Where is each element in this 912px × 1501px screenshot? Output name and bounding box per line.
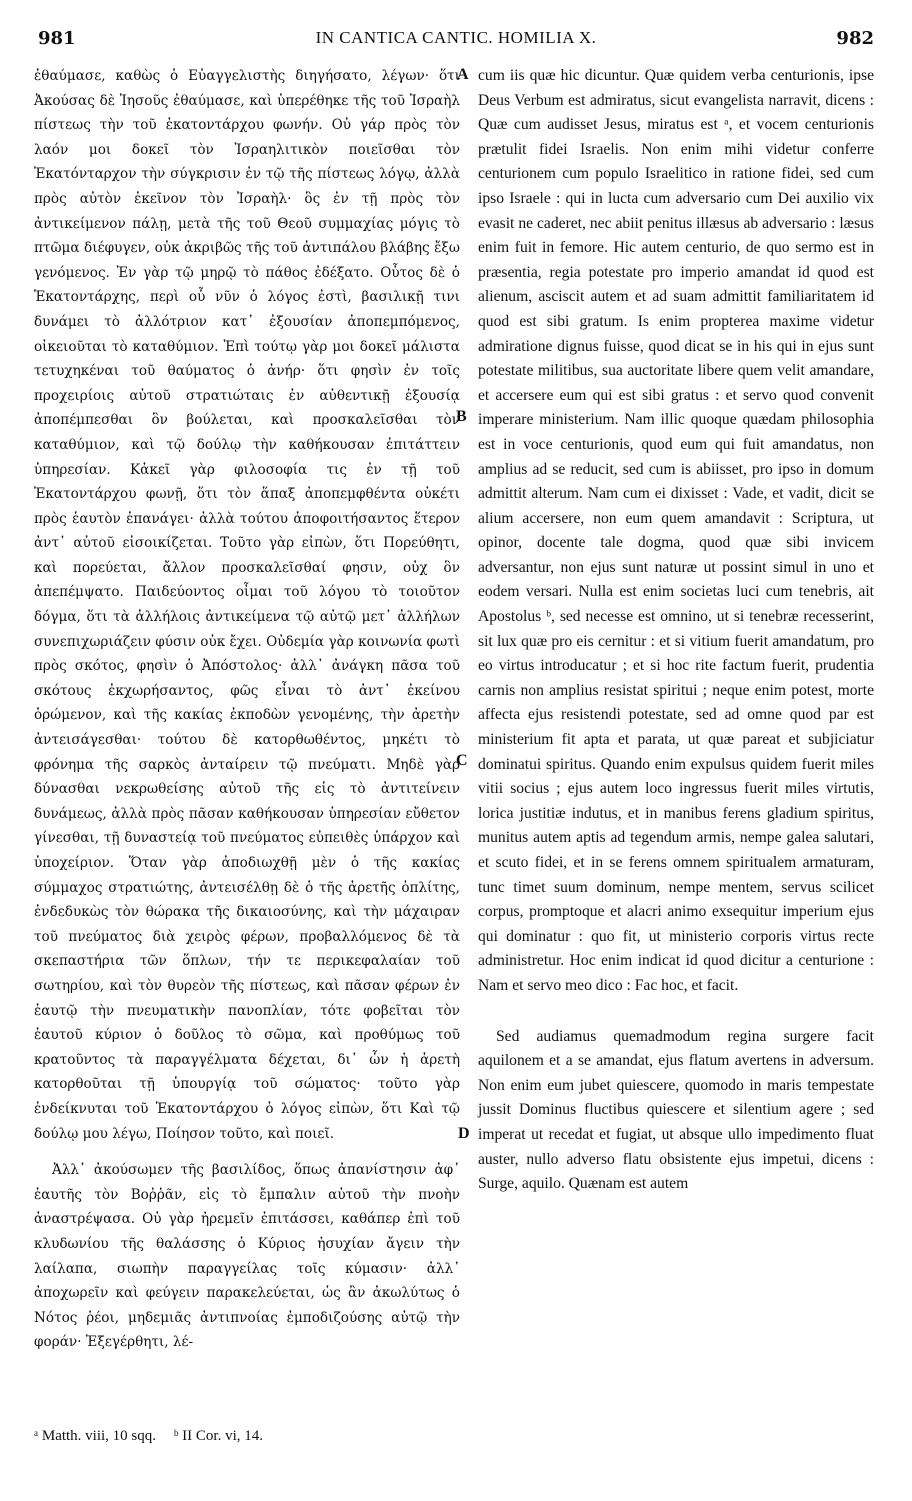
running-title: IN CANTICA CANTIC. HOMILIA X. [315, 28, 597, 47]
greek-paragraph-1: ἐθαύμασε, καθὼς ὁ Εὐαγγελιστὴς διηγήσατο, λέγων· ὅτι Ἀκούσας δὲ Ἰησοῦς ἐθαύμασε, καὶ ὑπερέθηκε τῆς τοῦ Ἰσραὴλ πίστεως τὴν τοῦ ἑκατοντάρχου φωνήν. Οὐ γάρ πρὸς τὸν λαόν μοι δοκεῖ τὸν Ἰσραηλιτικὸν ποιεῖσθαι τὸν Ἑκατόνταρχον τὴν σύγκρισιν ἐν τῷ τῆς πίστεως λόγῳ, ἀλλὰ πρὸς αὐτὸν ἐκεῖνον τὸν Ἰσραὴλ· ὃς ἐν τῇ πρὸς τὸν ἀντικείμενον πάλῃ, μετὰ τῆς τοῦ Θεοῦ συμμαχίας μόγις τὸ πτῶμα διέφυγεν, οὐκ ἀκριβῶς τῆς τοῦ ἀντιπάλου βλάβης ἔξω γενόμενος. Ἐν γὰρ τῷ μηρῷ τὸ πάθος ἐδέξατο. Οὗτος δὲ ὁ Ἑκατοντάρχης, περὶ οὗ νῦν ὁ λόγος ἐστὶ, βασιλικῇ τινι δυνάμει τὸ ἀλλότριον κατ᾽ ἐξουσίαν ἀποπεμπόμενος, οἰκειοῦται τὸ καταθύμιον. Ἐπὶ τούτῳ γὰρ μοι δοκεῖ μάλιστα τετυχηκέναι τοῦ θαύματος ὁ ἀνήρ· ὅτι φησὶν ἐν τοῖς προχειρίοις αὐτοῦ στρατιώταις ἐν αὐθεντικῇ ἐξουσίᾳ ἀποπέμπεσθαι ὃν βούλεται, καὶ προσκαλεῖσθαι τὸν καταθύμιον, καὶ τῷ δούλῳ τὴν καθήκουσαν ἐπιτάττειν ὑπηρεσίαν. Κἀκεῖ γὰρ φιλοσοφία τις ἐν τῇ τοῦ Ἑκατοντάρχου φωνῇ, ὅτι τὸν ἅπαξ ἀποπεμφθέντα οὐκέτι πρὸς ἑαυτὸν ἐπανάγει· ἀλλὰ τούτου ἀποφοιτήσαντος ἕτερον ἀντ᾽ αὐτοῦ εἰσοικίζεται. Τοῦτο γὰρ εἰπὼν, ὅτι Πορεύθητι, καὶ πορεύεται, ἄλλον προσκαλεῖσθαί φησιν, οὐχ ὃν ἀπεπέμψατο. Παιδεύοντος οἶμαι τοῦ λόγου τὸ τοιοῦτον δόγμα, ὅτι τὰ ἀλλήλοις ἀντικείμενα τῷ αὐτῷ μετ᾽ ἀλλήλων συνεπιχωριάζειν φύσιν οὐκ ἔχει. Οὐδεμία γὰρ κοινωνία φωτὶ πρὸς σκότος, φησὶν ὁ Ἀπόστολος· ἀλλ᾽ ἀνάγκη πᾶσα τοῦ σκότους ἐκχωρήσαντος, φῶς εἶναι τὸ ἀντ᾽ ἐκείνου ὁρώμενον, καὶ τῆς κακίας ἐκποδὼν γενομένης, τὴν ἀρετὴν ἀντεισάγεσθαι· τούτου δὲ κατορθωθέντος, μηκέτι τὸ φρόνημα τῆς σαρκὸς ἀνταίρειν τῷ πνεύματι. Μηδὲ γὰρ δύνασθαι νεκρωθείσης αὐτοῦ τῆς εἰς τὸ ἀντιτείνειν δυνάμεως, ἀλλὰ πρὸς πᾶσαν καθήκουσαν ὑπηρεσίαν εὔθετον γίνεσθαι, τῇ δυναστείᾳ τοῦ πνεύματος εὐπειθὲς ὑπάρχον καὶ ὑποχείριον. Ὅταν γὰρ ἀποδιωχθῇ μὲν ὁ τῆς κακίας σύμμαχος στρατιώτης, ἀντεισέλθῃ δὲ ὁ τῆς ἀρετῆς ὁπλίτης, ἐνδεδυκὼς τὸν θώρακα τῆς δικαιοσύνης, καὶ τὴν μάχαιραν τοῦ πνεύματος διὰ χειρὸς φέρων, προβαλλόμενος δὲ τὰ σκεπαστήρια τῶν ὅπλων, τήν τε περικεφαλαίαν τοῦ σωτηρίου, καὶ τὸν θυρεὸν τῆς πίστεως, καὶ πᾶσαν φέρων ἐν ἑαυτῷ τὴν πνευματικὴν πανοπλίαν, τότε φοβεῖται τὸν ἑαυτοῦ κύριον ὁ δοῦλος τὸ σῶμα, καὶ προθύμως τοῦ κρατοῦντος τὰ παραγγέλματα δέχεται, δι᾽ ὧν ἡ ἀρετὴ κατορθοῦται τῇ ὑπουργίᾳ τοῦ σώματος· τοῦτο γὰρ ἐνδείκνυται τοῦ Ἑκατοντάρχου ὁ λόγος εἰπὼν, ὅτι Καὶ τῷ δούλῳ μου λέγω, Ποίησον τοῦτο, καὶ ποιεῖ. [34, 68, 460, 1142]
margin-marker-d: D [458, 1125, 470, 1142]
footnote-a: ᵃ Matth. viii, 10 sqq. [34, 1428, 157, 1444]
page-number-right: 982 [836, 28, 874, 49]
footnotes [34, 1428, 277, 1445]
margin-marker-a: A [457, 66, 469, 83]
page-header [38, 28, 874, 58]
footnote-b: ᵇ II Cor. vi, 14. [173, 1428, 264, 1444]
margin-marker-c: C [456, 752, 468, 769]
greek-column [34, 64, 460, 1355]
latin-paragraph-1: cum iis quæ hic dicuntur. Quæ quidem verba centurionis, ipse Deus Verbum est admiratus, sicut evangelista narravit, dicens : Quæ cum audisset Jesus, miratus est ᵃ, et vocem centurionis prætulit fidei Israelis. Non enim mihi videtur conferre centurionem cum populo Israelitico in ratione fidei, sed cum ipso Israele : qui in lucta cum adversario cum Dei auxilio vix evasit ne caderet, nec abiit penitus illæsus ab adversario : læsus enim fuit in femore. Hic autem centurio, de quo sermo est in præsentia, regia potestate pro imperio amandat id quod est alienum, asciscit autem et ad suam admittit familiaritatem id quod est sibi gratum. Is enim propterea maxime videtur admiratione dignus fuisse, quod dicat se in his qui in ejus sunt potestate militibus, sua auctoritate libere quem velit amandare, et accersere eum qui est sibi gratus : et servo quod convenit imperare ministerium. Nam illic quoque quædam philosophia est in voce centurionis, quod eum qui fuit amandatus, non amplius ad se reducit, sed cum is abiisset, pro ipso in domum admittit alterum. Nam cum ei dixisset : Vade, et vadit, dicit se alium accersere, non eum quem amandavit : Scriptura, ut opinor, docente tale dogma, quod quæ sibi invicem adversantur, non ejus sunt naturæ ut possint simul in uno et eodem versari. Nulla est enim societas luci cum tenebris, ait Apostolus ᵇ, sed necesse est omnino, ut si tenebræ recesserint, sit lux quæ pro eis cernitur : et si vitium fuerit amandatum, pro eo virtus introducatur ; et si hoc rite factum fuerit, prudentia carnis non amplius resistat spiritui ; neque enim potest, morte affecta ejus resistendi potestate, sed ad omne quod par est ministerium fit apta et parata, ut quæ pareat et subjiciatur dominatui spiritus. Quando enim expulsus quidem fuerit miles vitii socius ; ejus autem loco ingressus fuerit miles virtutis, lorica justitiæ indutus, et in manibus ferens gladium spiritus, munitus autem aptis ad tegendum armis, nempe galea salutari, et scuto fidei, et in se ferens omnem spiritualem armaturam, tunc timet suum dominum, nempe mentem, servus scilicet corpus, promptoque et alacri animo exsequitur imperium ejus qui dominatur : quo fit, ut ministerio corporis virtus recte administretur. Hoc enim indicat id quod dicitur a centurione : Nam et servo meo dico : Fac hoc, et facit. [478, 67, 874, 994]
latin-column [478, 64, 874, 1197]
margin-marker-b: B [456, 408, 467, 425]
greek-paragraph-2: Ἀλλ᾽ ἀκούσωμεν τῆς βασιλίδος, ὅπως ἀπανίστησιν ἀφ᾽ ἑαυτῆς τὸν Βοῤῥᾶν, εἰς τὸ ἔμπαλιν αὐτοῦ τὴν πνοὴν ἀναστρέψασα. Οὐ γὰρ ἠρεμεῖν ἐπιτάσσει, καθάπερ ἐπὶ τοῦ κλυδωνίου τῆς θαλάσσης ὁ Κύριος ἡσυχίαν ἄγειν τὴν λαίλαπα, σιωπὴν παραγγείλας τοῖς κύμασιν· ἀλλ᾽ ἀποχωρεῖν καὶ φεύγειν παρακελεύεται, ὡς ἂν ἀκωλύτως ὁ Νότος ῥέοι, μηδεμιᾶς ἀντιπνοίας ἐμποδιζούσης αὐτῷ τὴν φοράν· Ἐξεγέρθητι, λέ- [34, 1162, 460, 1351]
latin-paragraph-2: Sed audiamus quemadmodum regina surgere facit aquilonem et a se amandat, ejus flatum avertens in adversum. Non enim eum jubet quiescere, quomodo in maris tempestate jussit Dominus fluctibus quiescere et silentium agere ; sed imperat ut recedat et fugiat, ut absque ullo impedimento fluat auster, nullo adverso flatu obsistente ejus impetui, dicens : Surge, aquilo. Quænam est autem [478, 1027, 874, 1193]
page-number-left: 981 [38, 28, 76, 49]
